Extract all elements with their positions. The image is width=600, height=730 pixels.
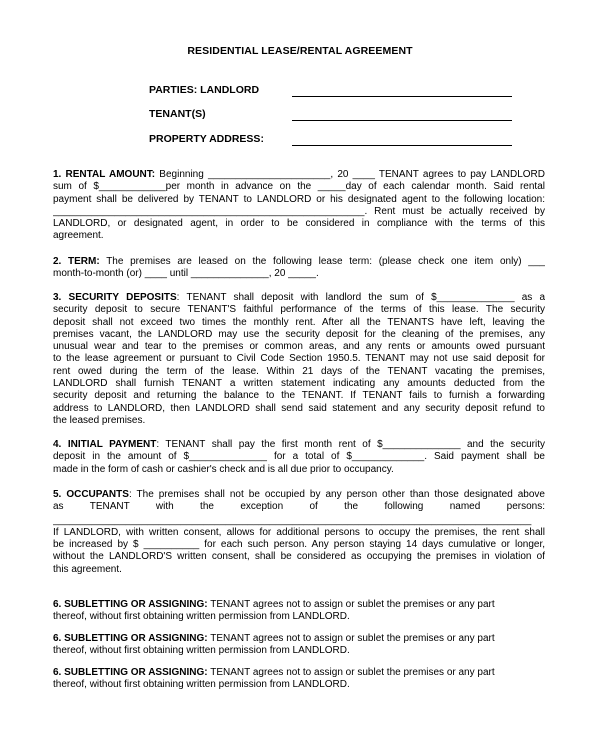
section-line: 3. SECURITY DEPOSITS: TENANT shall deposit with landlord the sum of $______________ as a <box>53 292 545 303</box>
section-line: ________________________________________________________. Rent must be actually received by <box>53 205 545 217</box>
section-line: as TENANT with the exception of the following named persons: <box>53 501 545 513</box>
section-line: 4. INITIAL PAYMENT: TENANT shall pay the first month rent of $______________ and the security <box>53 439 545 450</box>
landlord-label: PARTIES: LANDLORD <box>149 84 260 96</box>
section-line: ______________________________________________________________________________________ <box>53 514 532 526</box>
section-line: security deposit and returning the balance to the TENANT. If TENANT fails to furnish a forwarding <box>53 390 545 402</box>
section-line: agreement. <box>53 230 104 242</box>
section-line: sum of $____________per month in advance on the _____day of each calendar month. Said rental <box>53 181 545 193</box>
section-line: 6. SUBLETTING OR ASSIGNING: TENANT agrees not to assign or sublet the premises or any part <box>53 599 495 610</box>
section-occupants <box>53 489 545 576</box>
section-term <box>53 256 545 281</box>
section-line: the leased premises. <box>53 414 146 426</box>
section-line: rent owed during the term of the lease. Within 21 days of the TENANT vacating the premises, <box>53 365 545 377</box>
section-line: unusual wear and tear to the premises or common areas, and any rents or amounts owed pursuant <box>53 341 545 353</box>
section-line: address to LANDLORD, then LANDLORD shall send said statement and any security deposit refund to <box>53 402 545 414</box>
section-line: payment shall be delivered by TENANT to LANDLORD or his designated agent to the following location: <box>53 193 545 205</box>
section-subletting-2 <box>53 633 543 658</box>
section-rental-amount <box>53 169 545 243</box>
section-heading: 6. SUBLETTING OR ASSIGNING: <box>53 633 208 644</box>
section-line: LANDLORD, or designated agent, in order to be considered in compliance with the terms of this <box>53 218 545 230</box>
section-initial-payment <box>53 439 545 476</box>
section-line: LANDLORD shall furnish TENANT a written statement indicating any amounts deducted from the <box>53 378 545 390</box>
section-subletting-1 <box>53 599 543 624</box>
landlord-blank-line <box>292 96 512 97</box>
section-heading: 2. TERM: <box>53 256 100 267</box>
section-line: be increased by $ __________ for each such person. Any person staying 14 days cumulative or longer, <box>53 539 545 551</box>
section-line: premises vacant, the LANDLORD may use the security deposit for the cleaning of the premises, any <box>53 328 545 340</box>
tenant-label: TENANT(S) <box>149 108 206 120</box>
section-line: If LANDLORD, with written consent, allows for additional persons to occupy the premises, the rent shall <box>53 526 545 538</box>
section-line: 1. RENTAL AMOUNT: Beginning ______________________, 20 ____ TENANT agrees to pay LANDLORD <box>53 169 545 180</box>
section-heading: 4. INITIAL PAYMENT <box>53 439 157 450</box>
section-line: deposit in the amount of $______________ for a total of $_____________. Said payment shall be <box>53 451 545 463</box>
section-line: 5. OCCUPANTS: The premises shall not be occupied by any person other than those designated above <box>53 489 545 500</box>
section-line: month-to-month (or) ____ until ______________, 20 _____. <box>53 268 319 280</box>
section-line: 2. TERM: The premises are leased on the following lease term: (please check one item only) ___ <box>53 256 545 267</box>
tenant-blank-line <box>292 120 512 121</box>
section-line: to the lease agreement or pursuant to Civil Code Section 1950.5. TENANT may not use said deposit for <box>53 353 545 365</box>
section-heading: 6. SUBLETTING OR ASSIGNING: <box>53 667 208 678</box>
section-line: deposit shall not exceed two times the monthly rent. After all the TENANTS have left, leaving the <box>53 316 545 328</box>
section-line: thereof, without first obtaining written permission from LANDLORD. <box>53 679 350 691</box>
section-line: 6. SUBLETTING OR ASSIGNING: TENANT agrees not to assign or sublet the premises or any part <box>53 633 495 644</box>
section-line: this agreement. <box>53 563 122 575</box>
section-heading: 3. SECURITY DEPOSITS <box>53 292 177 303</box>
section-line: made in the form of cash or cashier's check and is all due prior to occupancy. <box>53 463 394 475</box>
document-title: RESIDENTIAL LEASE/RENTAL AGREEMENT <box>187 45 413 57</box>
address-label: PROPERTY ADDRESS: <box>149 133 264 145</box>
section-heading: 6. SUBLETTING OR ASSIGNING: <box>53 599 208 610</box>
section-heading: 5. OCCUPANTS <box>53 489 129 500</box>
address-blank-line <box>292 145 512 146</box>
section-line: without the LANDLORD'S written consent, shall be considered as occupying the premises in violation of <box>53 551 545 563</box>
section-line: thereof, without first obtaining written permission from LANDLORD. <box>53 611 350 623</box>
section-line: thereof, without first obtaining written permission from LANDLORD. <box>53 645 350 657</box>
section-heading: 1. RENTAL AMOUNT: <box>53 169 156 180</box>
section-line: security deposit to secure TENANT'S faithful performance of the terms of this lease. The security <box>53 304 545 316</box>
section-security-deposits <box>53 292 545 427</box>
section-line: 6. SUBLETTING OR ASSIGNING: TENANT agrees not to assign or sublet the premises or any part <box>53 667 495 678</box>
section-subletting-3 <box>53 667 543 692</box>
